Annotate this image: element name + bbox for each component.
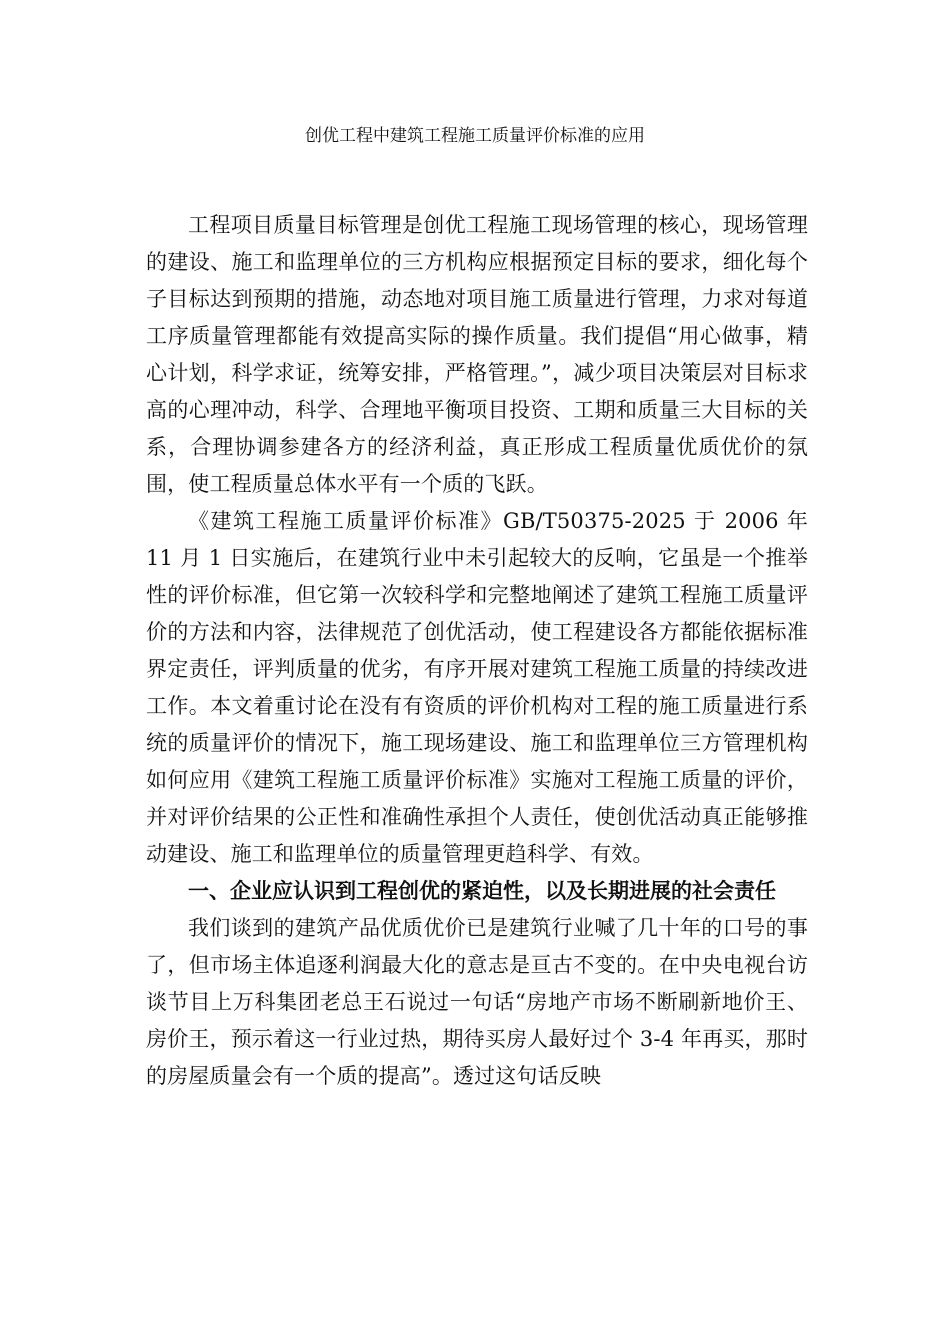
document-title: 创优工程中建筑工程施工质量评价标准的应用: [305, 126, 645, 146]
body-paragraph-1: 工程项目质量目标管理是创优工程施工现场管理的核心，现场管理的建设、施工和监理单位的三方机构应根据预定目标的要求，细化每个子目标达到预期的措施，动态地对项目施工质量进行管理，力求对每道工序质量管理都能有效提高实际的操作质量。我们提倡“用心做事，精心计划，科学求证，统筹安排，严格管理。”，减少项目决策层对目标求高的心理冲动，科学、合理地平衡项目投资、工期和质量三大目标的关系，合理协调参建各方的经济利益，真正形成工程质量优质优价的氛围，使工程质量总体水平有一个质的飞跃。: [146, 213, 808, 496]
section-paragraph-1: 我们谈到的建筑产品优质优价已是建筑行业喊了几十年的口号的事了，但市场主体追逐利润最大化的意志是亘古不变的。在中央电视台访谈节目上万科集团老总王石说过一句话“房地产市场不断刷新地价王、房价王，预示着这一行业过热，期待买房人最好过个 3-4 年再买，那时的房屋质量会有一个质的提高”。透过这句话反映: [146, 916, 808, 1088]
section-heading: 一、企业应认识到工程创优的紧迫性，以及长期进展的社会责任: [188, 879, 776, 903]
document-body: [146, 207, 808, 1095]
body-paragraph-2: 《建筑工程施工质量评价标准》GB/T50375-2025 于 2006 年 11 月 1 日实施后，在建筑行业中未引起较大的反响，它虽是一个推举性的评价标准，但它第一次较科学和完整地阐述了建筑工程施工质量评价的方法和内容，法律规范了创优活动，使工程建设各方都能依据标准界定责任，评判质量的优劣，有序开展对建筑工程施工质量的持续改进工作。本文着重讨论在没有有资质的评价机构对工程的施工质量进行系统的质量评价的情况下，施工现场建设、施工和监理单位三方管理机构如何应用《建筑工程施工质量评价标准》实施对工程施工质量的评价，并对评价结果的公正性和准确性承担个人责任，使创优活动真正能够推动建设、施工和监理单位的质量管理更趋科学、有效。: [146, 509, 808, 866]
